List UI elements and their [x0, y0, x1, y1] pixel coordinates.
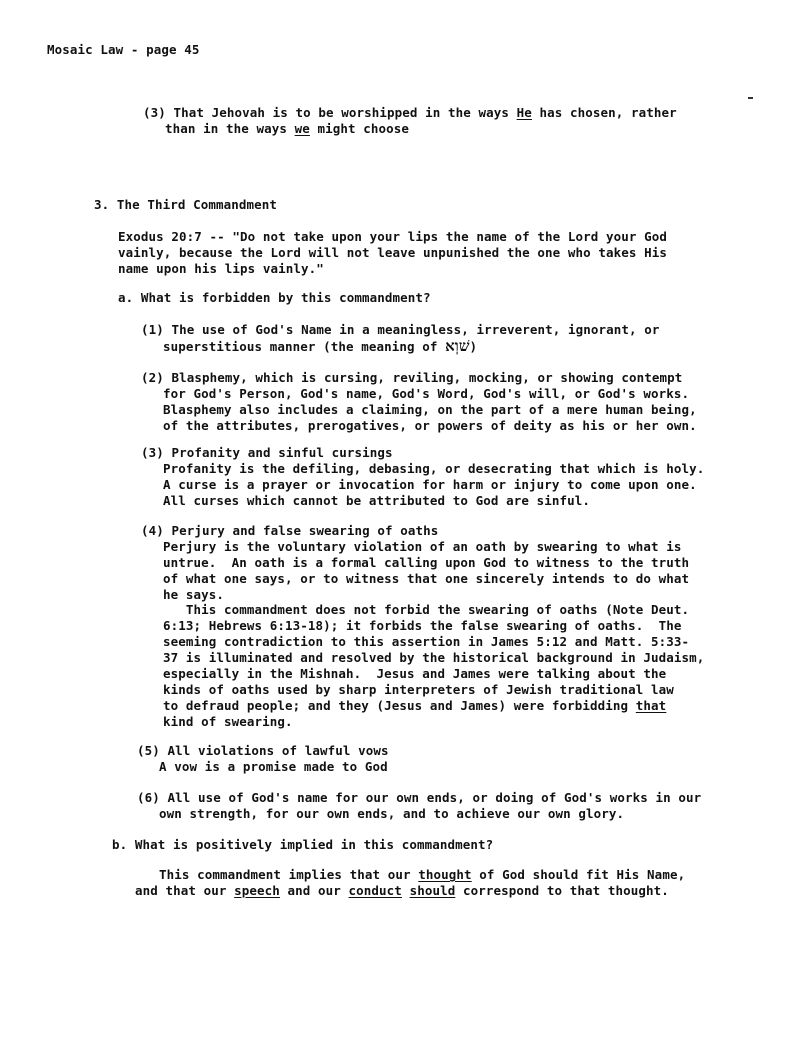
subheading-a: a. What is forbidden by this commandment?: [118, 290, 431, 305]
underlined-word: we: [294, 121, 310, 136]
text-fragment: This commandment implies that our: [159, 867, 419, 882]
text-fragment: of God should fit His Name,: [471, 867, 686, 882]
text-fragment: (3) That Jehovah is to be worshipped in the ways: [143, 105, 517, 120]
a4-line-6: This commandment does not forbid the swearing of oaths (Note Deut.: [163, 602, 690, 617]
a4-line-9: 37 is illuminated and resolved by the historical background in Judaism,: [163, 650, 705, 665]
a4-line-2: Perjury is the voluntary violation of an oath by swearing to what is: [163, 539, 682, 554]
a3-line-4: All curses which cannot be attributed to God are sinful.: [163, 493, 591, 508]
a2-line-4: of the attributes, prerogatives, or powers of deity as his or her own.: [163, 418, 697, 433]
text-fragment: ): [469, 339, 478, 354]
a3-line-2: Profanity is the defiling, debasing, or desecrating that which is holy.: [163, 461, 705, 476]
a4-line-11: kinds of oaths used by sharp interpreters of Jewish traditional law: [163, 682, 674, 697]
a1-line-2: [163, 338, 477, 355]
a3-line-1: (3) Profanity and sinful cursings: [141, 445, 393, 460]
a4-line-4: of what one says, or to witness that one sincerely intends to do what: [163, 571, 690, 586]
a1-line-1: (1) The use of God's Name in a meaningless, irreverent, ignorant, or: [141, 322, 660, 337]
a4-line-1: (4) Perjury and false swearing of oaths: [141, 523, 439, 538]
b-para-line-1: [159, 867, 685, 883]
a2-line-2: for God's Person, God's name, God's Word, God's will, or God's works.: [163, 386, 690, 401]
a4-line-5: he says.: [163, 587, 225, 602]
b-para-line-2: [135, 883, 669, 899]
a4-line-3: untrue. An oath is a formal calling upon God to witness to the truth: [163, 555, 690, 570]
text-fragment: might choose: [309, 121, 410, 136]
hebrew-word: שׁוְא: [445, 337, 470, 355]
a3-line-3: A curse is a prayer or invocation for harm or injury to come upon one.: [163, 477, 697, 492]
section-heading: 3. The Third Commandment: [94, 197, 278, 212]
a4-line-10: especially in the Mishnah. Jesus and James were talking about the: [163, 666, 667, 681]
underlined-word: thought: [418, 867, 472, 882]
page-header: Mosaic Law - page 45: [47, 42, 200, 57]
margin-mark: [748, 97, 753, 99]
underlined-word: should: [409, 883, 456, 898]
text-fragment: and our: [279, 883, 349, 898]
text-fragment: has chosen, rather: [531, 105, 677, 120]
a4-line-8: seeming contradiction to this assertion in James 5:12 and Matt. 5:33-: [163, 634, 690, 649]
a4-line-13: kind of swearing.: [163, 714, 293, 729]
a6-line-2: own strength, for our own ends, and to achieve our own glory.: [159, 806, 625, 821]
underlined-word: that: [635, 698, 667, 713]
a5-line-2: A vow is a promise made to God: [159, 759, 388, 774]
prev-item-line-1: [143, 105, 677, 121]
underlined-word: He: [516, 105, 532, 120]
a2-line-3: Blasphemy also includes a claiming, on the part of a mere human being,: [163, 402, 697, 417]
text-fragment: than in the ways: [165, 121, 295, 136]
a4-line-12: [163, 698, 666, 714]
quote-line-3: name upon his lips vainly.": [118, 261, 324, 276]
prev-item-line-2: [165, 121, 409, 137]
a6-line-1: (6) All use of God's name for our own ends, or doing of God's works in our: [137, 790, 702, 805]
text-fragment: correspond to that thought.: [455, 883, 669, 898]
underlined-word: speech: [234, 883, 280, 898]
text-fragment: and that our: [135, 883, 235, 898]
underlined-word: conduct: [348, 883, 402, 898]
a4-line-7: 6:13; Hebrews 6:13-18); it forbids the false swearing of oaths. The: [163, 618, 682, 633]
text-fragment: superstitious manner (the meaning of: [163, 339, 446, 354]
text-fragment: to defraud people; and they (Jesus and James) were forbidding: [163, 698, 636, 713]
quote-line-2: vainly, because the Lord will not leave unpunished the one who takes His: [118, 245, 668, 260]
subheading-b: b. What is positively implied in this commandment?: [112, 837, 494, 852]
a5-line-1: (5) All violations of lawful vows: [137, 743, 389, 758]
text-fragment: [402, 883, 410, 898]
a2-line-1: (2) Blasphemy, which is cursing, reviling, mocking, or showing contempt: [141, 370, 683, 385]
quote-line-1: Exodus 20:7 -- "Do not take upon your lips the name of the Lord your God: [118, 229, 668, 244]
